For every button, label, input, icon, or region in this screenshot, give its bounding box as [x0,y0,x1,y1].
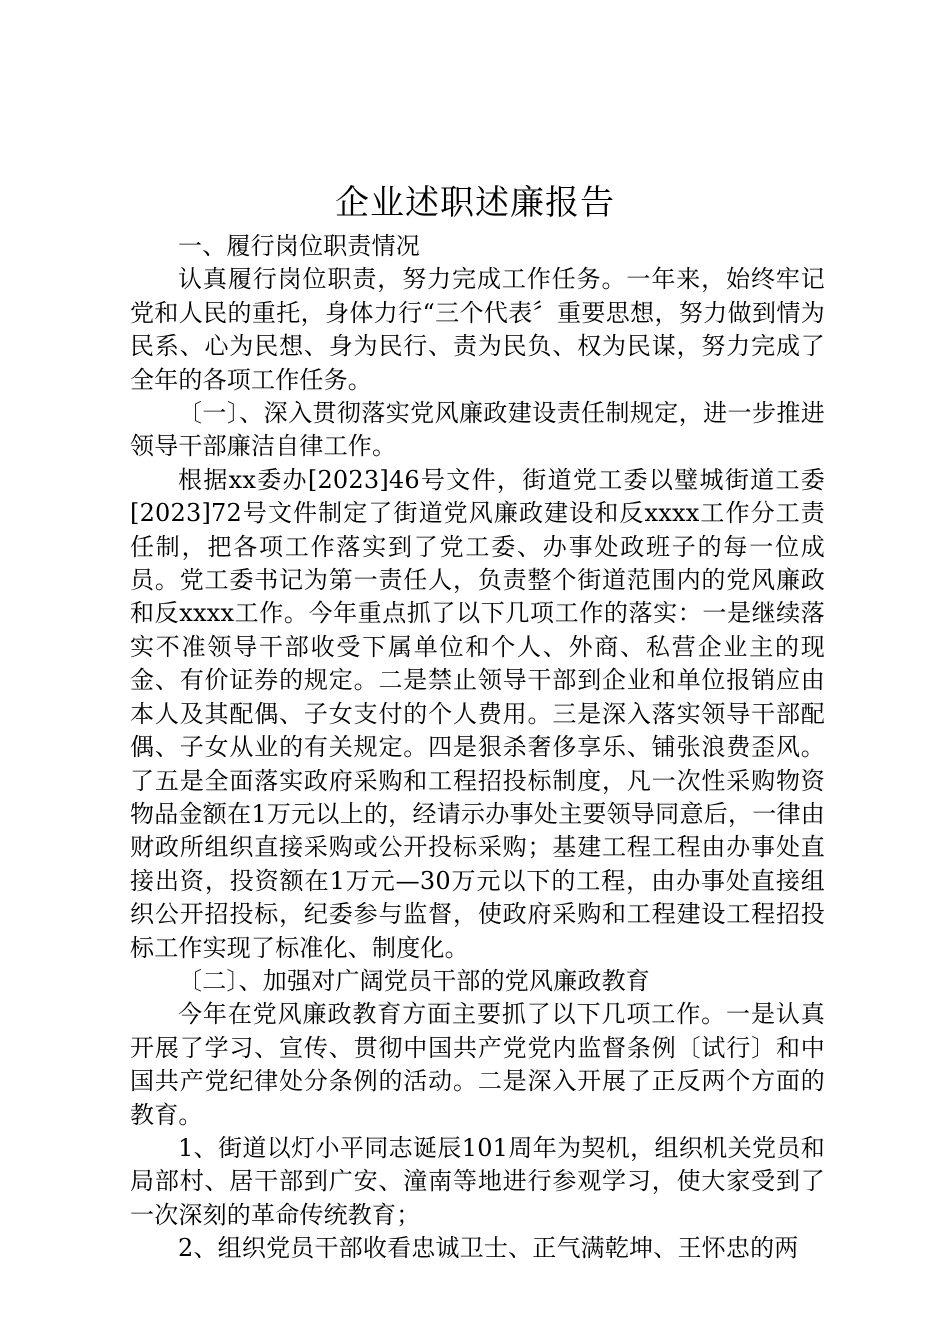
section-heading-1: 一、履行岗位职责情况 [178,232,420,260]
paragraph: 根据xx委办[2023]46号文件，街道党工委以璧城街道工委[2023]72号文件制定了街道党风廉政建设和反xxxx工作分工责任制，把各项工作落实到了党工委、办事处政班子的每一位成员。党工委书记为第一责任人，负责整个街道范围内的党风廉政和反xxxx工作。今年重点抓了以下几项工作的落实：一是继续落实不准领导干部收受下属单位和个人、外商、私营企业主的现金、有价证券的规定。二是禁止领导干部到企业和单位报销应由本人及其配偶、子女支付的个人费用。三是深入落实领导干部配偶、子女从业的有关规定。四是狠杀奢侈享乐、铺张浪费歪风。了五是全面落实政府采购和工程招投标制度，凡一次性采购物资物品金额在1万元以上的，经请示办事处主要领导同意后，一律由财政所组织直接采购或公开投标采购；基建工程工程由办事处直接出资，投资额在1万元—30万元以下的工程，由办事处直接组织公开招投标，纪委参与监督，使政府采购和工程建设工程招投标工作实现了标准化、制度化。 [130,465,825,962]
subsection-heading-2: 〔二〕、加强对广阔党员干部的党风廉政教育 [178,966,650,995]
list-item-2: 2、组织党员干部收看忠诚卫士、正气满乾坤、王怀忠的两 [178,1234,799,1263]
subsection-heading-1: 〔一〕、深入贯彻落实党风廉政建设责任制规定，进一步推进领导干部廉洁自律工作。 [130,399,825,461]
document-body [130,230,825,1266]
paragraph: 今年在党风廉政教育方面主要抓了以下几项工作。一是认真开展了学习、宣传、贯彻中国共产党党内监督条例〔试行〕和中国共产党纪律处分条例的活动。二是深入开展了正反两个方面的教育。 [130,1000,825,1129]
list-item-1: 1、街道以灯小平同志诞辰101周年为契机，组织机关党员和局部村、居干部到广安、潼南等地进行参观学习，使大家受到了一次深刻的革命传统教育； [130,1133,825,1229]
paragraph: 认真履行岗位职责，努力完成工作任务。一年来，始终牢记党和人民的重托，身体力行“三个代表〞重要思想，努力做到情为民系、心为民想、身为民行、责为民负、权为民谋，努力完成了全年的各项工作任务。 [130,265,825,394]
document-title: 企业述职述廉报告 [335,183,615,223]
